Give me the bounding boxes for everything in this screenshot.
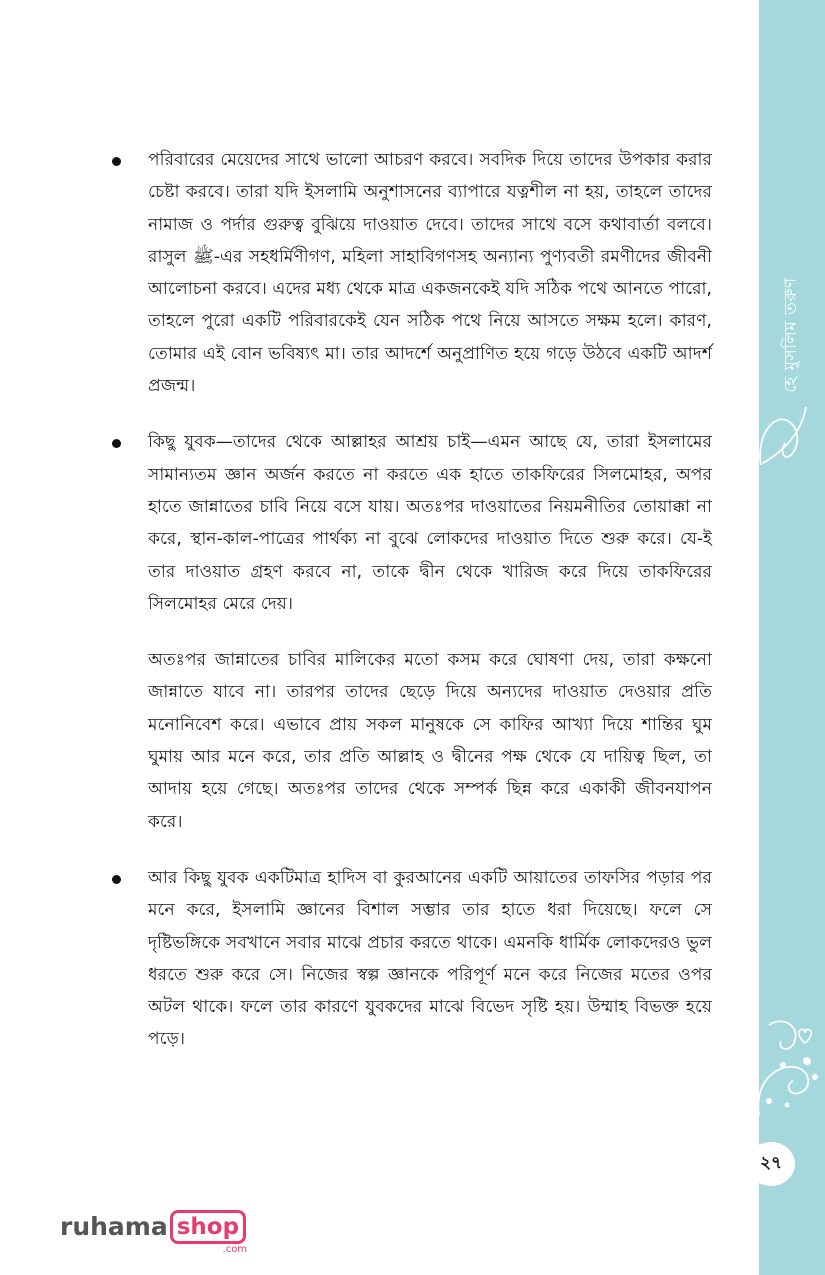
heart-outline-icon — [751, 395, 811, 475]
list-item — [112, 426, 712, 620]
list-item — [112, 144, 712, 402]
floral-ornament-icon — [739, 1005, 825, 1125]
page-number: ২৭ — [747, 1142, 795, 1186]
list-item — [112, 862, 712, 1056]
publisher-logo — [60, 1210, 248, 1255]
bullet-icon — [112, 875, 121, 884]
running-title — [759, 245, 825, 425]
bullet-icon — [112, 157, 121, 166]
paragraph: পরিবারের মেয়েদের সাথে ভালো আচরণ করবে। সবদিক দিয়ে তাদের উপকার করার চেষ্টা করবে। তারা যদি ইসলামি অনুশাসনের ব্যাপারে যত্নশীল না হয়, তাহলে তাদের নামাজ ও পর্দার গুরুত্ব বুঝিয়ে দাওয়াত দেবে। তাদের সাথে বসে কথাবার্তা বলবে। রাসুল ﷺ-এর সহধর্মিণীগণ, মহিলা সাহাবিগণসহ অন্যান্য পুণ্যবতী রমণীদের জীবনী আলোচনা করবে। এদের মধ্য থেকে মাত্র একজনকেই যদি সঠিক পথে আনতে পারো, তাহলে পুরো একটি পরিবারকেই যেন সঠিক পথে নিয়ে আসতে সক্ষম হলে। কারণ, তোমার এই বোন ভবিষ্যৎ মা। তার আদর্শে অনুপ্রাণিত হয়ে গড়ে উঠবে একটি আদর্শ প্রজন্ম। — [148, 150, 712, 397]
logo-badge — [170, 1210, 248, 1255]
book-title: হে মুসলিম তরুণ — [781, 277, 801, 393]
logo-wordmark: ruhama — [60, 1212, 168, 1241]
logo-domain: .com — [222, 1244, 248, 1255]
side-margin-band — [759, 0, 825, 1275]
page-body — [112, 144, 712, 1080]
paragraph: আর কিছু যুবক একটিমাত্র হাদিস বা কুরআনের একটি আয়াতের তাফসির পড়ার পর মনে করে, ইসলামি জ্ঞানের বিশাল সম্ভার তার হাতে ধরা দিয়েছে। ফলে সে দৃষ্টিভঙ্গিকে সবখানে সবার মাঝে প্রচার করতে থাকে। এমনকি ধার্মিক লোকদেরও ভুল ধরতে শুরু করে সে। নিজের স্বল্প জ্ঞানকে পরিপূর্ণ মনে করে নিজের মতের ওপর অটল থাকে। ফলে তার কারণে যুবকদের মাঝে বিভেদ সৃষ্টি হয়। উম্মাহ বিভক্ত হয়ে পড়ে। — [148, 867, 712, 1050]
paragraph: কিছু যুবক—তাদের থেকে আল্লাহর আশ্রয় চাই—এমন আছে যে, তারা ইসলামের সামান্যতম জ্ঞান অর্জন করতে না করতে এক হাতে তাকফিরের সিলমোহর, অপর হাতে জান্নাতের চাবি নিয়ে বসে যায়। অতঃপর দাওয়াতের নিয়মনীতির তোয়াক্কা না করে, স্থান-কাল-পাত্রের পার্থক্য না বুঝে লোকদের দাওয়াত দিতে শুরু করে। যে-ই তার দাওয়াত গ্রহণ করবে না, তাকে দ্বীন থেকে খারিজ করে দিয়ে তাকফিরের সিলমোহর মেরে দেয়। — [148, 432, 712, 614]
paragraph: অতঃপর জান্নাতের চাবির মালিকের মতো কসম করে ঘোষণা দেয়, তারা কক্ষনো জান্নাতে যাবে না। তারপর তাদের ছেড়ে দিয়ে অন্যদের দাওয়াত দেওয়ার প্রতি মনোনিবেশ করে। এভাবে প্রায় সকল মানুষকে সে কাফির আখ্যা দিয়ে শান্তির ঘুম ঘুমায় আর মনে করে, তার প্রতি আল্লাহ ও দ্বীনের পক্ষ থেকে যে দায়িত্ব ছিল, তা আদায় হয়ে গেছে। অতঃপর তাদের থেকে সম্পর্ক ছিন্ন করে একাকী জীবনযাপন করে। — [148, 650, 712, 832]
logo-shop-text: shop — [176, 1214, 240, 1240]
bullet-icon — [112, 439, 121, 448]
